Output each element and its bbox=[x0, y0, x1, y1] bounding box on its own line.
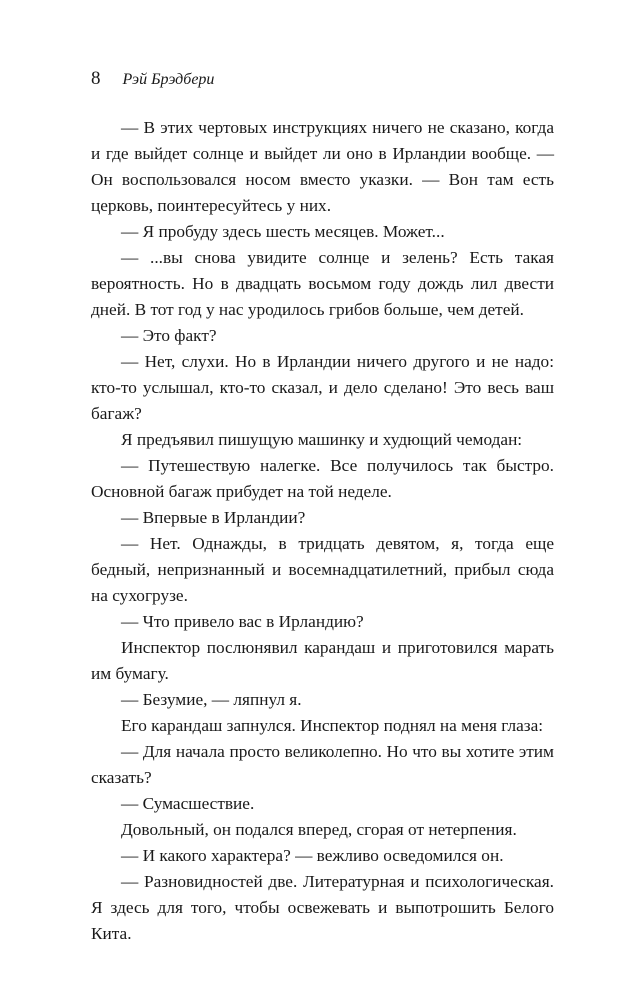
paragraph: — Сумасшествие. bbox=[121, 794, 255, 813]
page-number: 8 bbox=[91, 68, 101, 89]
paragraph: — ...вы снова увидите солнце и зелень? Есть такая вероятность. Но в двадцать восьмом году дождь лил двести дней. В тот год у нас уродилось грибов больше, чем детей. bbox=[91, 248, 554, 319]
paragraph: — Для начала просто великолепно. Но что вы хотите этим сказать? bbox=[91, 742, 554, 787]
running-head-author: Рэй Брэдбери bbox=[122, 71, 215, 88]
paragraph: — В этих чертовых инструкциях ничего не сказано, когда и где выйдет солнце и выйдет ли оно в Ирландии вообще. — Он воспользовался носом вместо указки. — Вон там есть церковь, поинтересуйтесь у них. bbox=[91, 118, 554, 215]
paragraph: Его карандаш запнулся. Инспектор поднял на меня глаза: bbox=[121, 716, 544, 735]
paragraph: Инспектор послюнявил карандаш и приготовился марать им бумагу. bbox=[91, 638, 554, 683]
paragraph: Я предъявил пишущую машинку и худющий чемодан: bbox=[121, 430, 523, 449]
paragraph: — Разновидностей две. Литературная и психологическая. Я здесь для того, чтобы освежевать и выпотрошить Белого Кита. bbox=[91, 872, 554, 943]
paragraph: — Нет. Однажды, в тридцать девятом, я, тогда еще бедный, непризнанный и восемнадцатилетний, прибыл сюда на сухогрузе. bbox=[91, 534, 554, 605]
body-text bbox=[91, 115, 554, 947]
paragraph: — Безумие, — ляпнул я. bbox=[121, 690, 302, 709]
paragraph: — И какого характера? — вежливо осведомился он. bbox=[121, 846, 504, 865]
page-header bbox=[91, 68, 214, 90]
paragraph: — Я пробуду здесь шесть месяцев. Может... bbox=[121, 222, 445, 241]
paragraph: — Впервые в Ирландии? bbox=[121, 508, 306, 527]
paragraph: — Что привело вас в Ирландию? bbox=[121, 612, 364, 631]
paragraph: — Это факт? bbox=[121, 326, 217, 345]
paragraph: — Нет, слухи. Но в Ирландии ничего другого и не надо: кто-то услышал, кто-то сказал, и дело сделано! Это весь ваш багаж? bbox=[91, 352, 554, 423]
paragraph: — Путешествую налегке. Все получилось так быстро. Основной багаж прибудет на той неделе. bbox=[91, 456, 554, 501]
paragraph: Довольный, он подался вперед, сгорая от нетерпения. bbox=[121, 820, 517, 839]
